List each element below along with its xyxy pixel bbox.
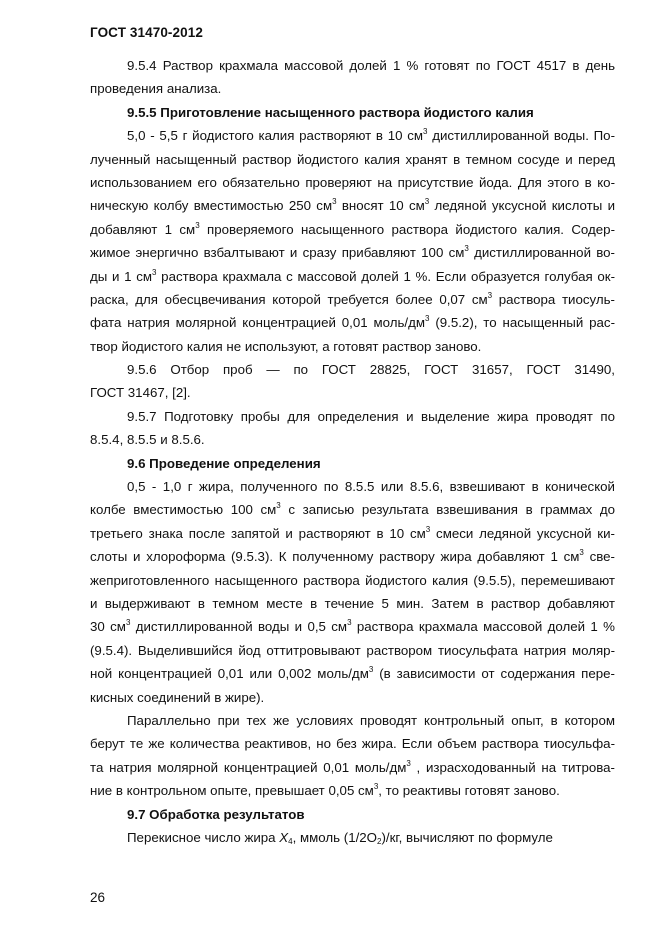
- text-line: ды и 1 $см^3$ раствора крахмала с массовой долей 1 %. Если образуется голубая ок-: [90, 267, 615, 284]
- text-line: 0,5 - 1,0 г жира, полученного по 8.5.5 или 8.5.6, взвешивают в конической: [127, 479, 615, 495]
- page-number: 26: [90, 890, 106, 905]
- text-line: 9.5.7 Подготовку пробы для определения и выделение жира проводят по: [127, 408, 615, 424]
- text-line: жимое энергично взбалтывают и сразу прибавляют 100 $см^3$ дистиллированной во-: [90, 244, 615, 261]
- text-line: колбе вместимостью 100 $см^3$ с записью результата взвешивания в граммах до: [90, 501, 615, 518]
- text-line: лученный насыщенный раствор йодистого калия хранят в темном сосуде и перед: [90, 151, 615, 167]
- document-header: ГОСТ 31470-2012: [90, 25, 203, 40]
- text-line: третьего знака после запятой и растворяют в 10 $см^3$ смеси ледяной уксусной ки-: [90, 524, 615, 541]
- text-line: добавляют 1 $см^3$ проверяемого насыщенного раствора йодистого калия. Содер-: [90, 220, 615, 237]
- text-line: ническую колбу вместимостью 250 $см^3$ вносят 10 $см^3$ ледяной уксусной кислоты и: [90, 197, 615, 214]
- text-line: жеприготовленного насыщенного раствора йодистого калия (9.5.5), перемешивают: [90, 572, 615, 588]
- section-heading: 9.6 Проведение определения: [127, 455, 321, 471]
- text-line: твор йодистого калия не используют, а готовят раствор заново.: [90, 338, 482, 354]
- text-line: 8.5.4, 8.5.5 и 8.5.6.: [90, 432, 205, 448]
- text-line: раска, для обесцвечивания которой требуется более 0,07 $см^3$ раствора тиосуль-: [90, 290, 615, 307]
- text-line: та натрия молярной концентрацией 0,01 моль/$дм^3$ , израсходованный на титрова-: [90, 758, 615, 775]
- section-heading: 9.5.5 Приготовление насыщенного раствора йодистого калия: [127, 104, 534, 120]
- text-line: использованием его обязательно проверяют на присутствие йода. Для этого в ко-: [90, 174, 615, 190]
- text-line: фата натрия молярной концентрацией 0,01 моль/$дм^3$ (9.5.2), то насыщенный рас-: [90, 314, 615, 331]
- text-line: (9.5.4). Выделившийся йод оттитровывают раствором тиосульфата натрия моляр-: [90, 642, 615, 658]
- text-line: слоты и хлороформа (9.5.3). К полученному раствору жира добавляют 1 $см^3$ све-: [90, 548, 615, 565]
- text-line: ной концентрацией 0,01 или 0,002 моль/$дм^3$ (в зависимости от содержания пере-: [90, 665, 615, 682]
- text-line: 9.5.4 Раствор крахмала массовой долей 1 % готовят по ГОСТ 4517 в день: [127, 58, 615, 73]
- text-line: 30 $см^3$ дистиллированной воды и 0,5 $см^3$ раствора крахмала массовой долей 1 %: [90, 618, 615, 635]
- text-line: берут те же количества реактивов, но без жира. Если объем раствора тиосульфа-: [90, 736, 615, 752]
- text-line: 9.5.6 Отбор проб — по ГОСТ 28825, ГОСТ 31657, ГОСТ 31490,: [127, 362, 615, 378]
- text-line: кисных соединений в жире).: [90, 689, 265, 705]
- section-heading: 9.7 Обработка результатов: [127, 806, 305, 822]
- text-line: ние в контрольном опыте, превышает 0,05 $см^3$, то реактивы готовят заново.: [90, 782, 560, 799]
- text-line: Перекисное число жира $X_4$, ммоль $(1/2O_2)/кг$, вычисляют по формуле: [127, 829, 553, 846]
- text-line: 5,0 - 5,5 г йодистого калия растворяют в 10 $см^3$ дистиллированной воды. По-: [127, 127, 615, 144]
- document-body: [90, 54, 615, 849]
- text-line: и выдерживают в темном месте в течение 5 мин. Затем в раствор добавляют: [90, 595, 615, 611]
- text-line: Параллельно при тех же условиях проводят контрольный опыт, в котором: [127, 712, 615, 728]
- text-line: ГОСТ 31467, [2].: [90, 385, 191, 401]
- text-line: проведения анализа.: [90, 81, 222, 97]
